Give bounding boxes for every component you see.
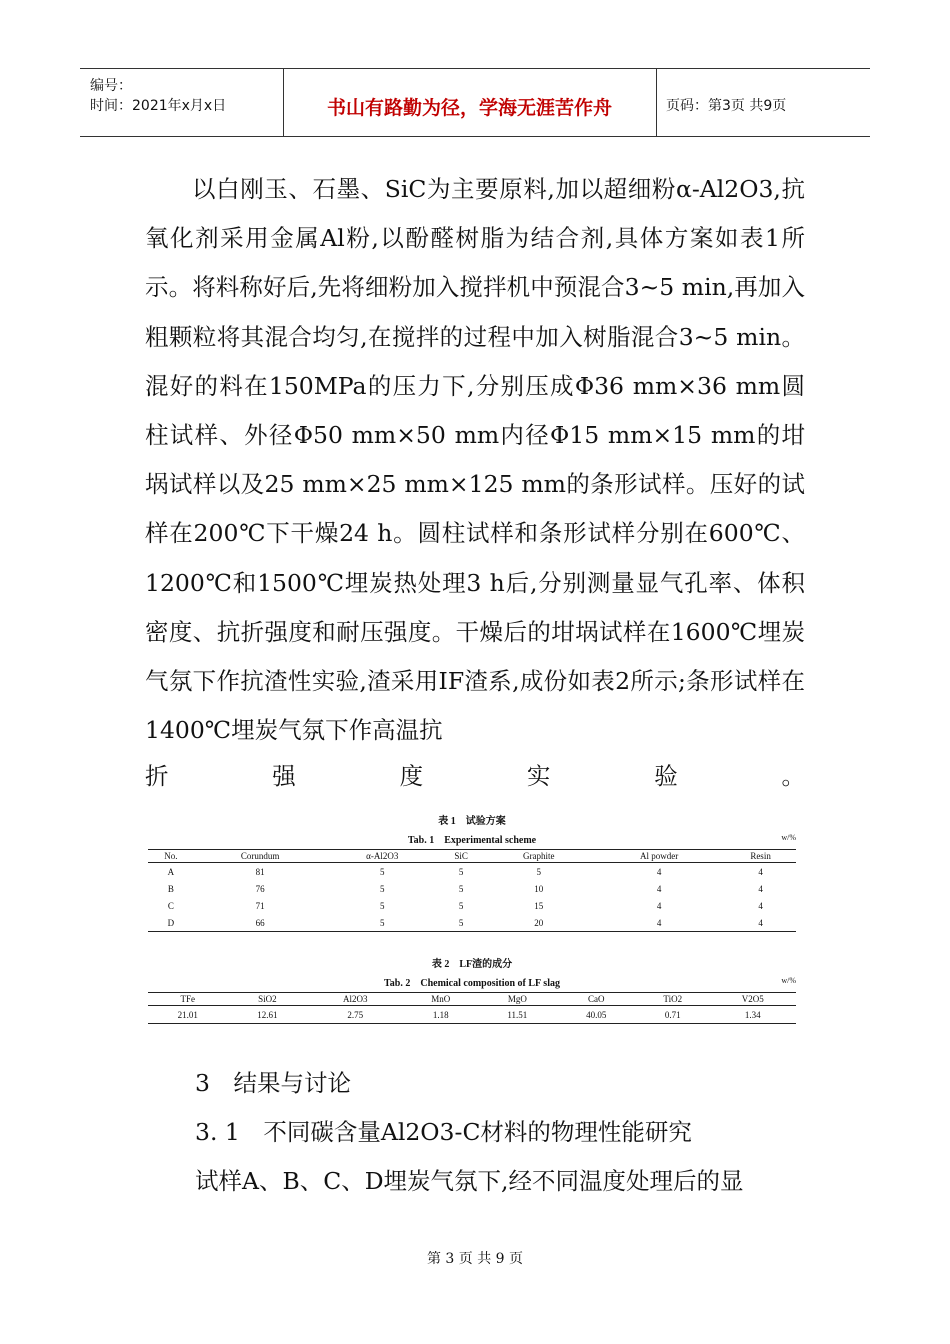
spaced-char: 折: [145, 762, 169, 790]
table-row: [148, 880, 796, 897]
body-paragraph: [145, 165, 805, 755]
table-cell: 40.05: [556, 1006, 636, 1024]
table-cell: 4: [656, 866, 662, 877]
table-2-caption-en: [148, 974, 796, 989]
spaced-char: 实: [526, 762, 551, 790]
table-cell: 5: [458, 900, 464, 911]
table-row: [148, 897, 796, 914]
table-cell: 76: [255, 883, 265, 894]
col-header: No.: [148, 850, 194, 863]
table-cell: 4: [656, 883, 662, 894]
table-cell: 81: [255, 866, 265, 877]
table-row: [148, 863, 796, 881]
table-cell: D: [148, 914, 194, 932]
table-cell: 4: [758, 866, 763, 877]
table-2-unit: w/%: [781, 976, 796, 985]
table-cell: 4: [758, 900, 763, 911]
table-cell: 15: [534, 900, 544, 911]
table-row: [148, 914, 796, 932]
col-header: TiO2: [636, 993, 709, 1006]
table-cell: 71: [255, 900, 265, 911]
table-1-caption-en-text: Tab. 1 Experimental scheme: [407, 835, 537, 846]
header-page-cell: [656, 69, 870, 136]
header-motto-cell: [283, 69, 657, 136]
table-cell: 2.75: [307, 1006, 403, 1024]
paragraph-text: 以白刚玉、石墨、SiC为主要原料,加以超细粉α-Al2O3,抗氧化剂采用金属Al粉,以酚醛树脂为结合剂,具体方案如表1所示。将料称好后,先将细粉加入搅拌机中预混合3~5 min,再加入粗颗粒将其混合均匀,在搅拌的过程中加入树脂混合3~5 min。混好的料在150MPa的压力下,分别压成Φ36 mm×36 mm圆柱试样、外径Φ50 mm×50 mm内径Φ15 mm×15 mm的坩埚试样以及25 mm×25 mm×125 mm的条形试样。压好的试样在200℃下干燥24 h。圆柱试样和条形试样分别在600℃、1200℃和1500℃埋炭热处理3 h后,分别测量显气孔率、体积密度、抗折强度和耐压强度。干燥后的坩埚试样在1600℃埋炭气氛下作抗渣性实验,渣采用IF渣系,成份如表2所示;条形试样在1400℃埋炭气氛下作高温抗: [145, 175, 805, 745]
spaced-char: 验: [654, 762, 678, 790]
col-header: Al2O3: [307, 993, 403, 1006]
table-cell: 4: [725, 914, 796, 932]
table-cell: B: [167, 883, 174, 894]
spaced-char: 。: [781, 762, 805, 790]
col-header: Resin: [725, 850, 796, 863]
section-3-heading: 3 结果与讨论: [195, 1069, 351, 1097]
table-cell: 5: [379, 900, 385, 911]
col-header: Corundum: [194, 850, 327, 863]
serial-label: 编号：: [90, 78, 132, 94]
table-header-row: [148, 850, 796, 863]
header-info-cell: [80, 69, 284, 136]
table-2-caption-cn: 表 2 LF渣的成分: [431, 959, 513, 970]
table-cell: 5: [438, 914, 485, 932]
col-header: TFe: [148, 993, 228, 1006]
table-cell: 5: [458, 883, 464, 894]
col-header: SiC: [438, 850, 485, 863]
table-cell: 10: [534, 883, 544, 894]
col-header: MgO: [478, 993, 556, 1006]
page-footer: 第 3 页 共 9 页: [426, 1251, 524, 1267]
table-2: [148, 955, 796, 1024]
col-header: MnO: [403, 993, 478, 1006]
table-cell: 5: [536, 866, 542, 877]
table-1-caption-en: [148, 831, 796, 846]
header-page-number: 页码：第3页 共9页: [666, 98, 787, 114]
table-cell: 11.51: [478, 1006, 556, 1024]
table-cell: 4: [593, 914, 725, 932]
table-1-grid: [148, 849, 796, 932]
table-header-row: [148, 993, 796, 1006]
spaced-char: 度: [399, 762, 424, 790]
table-cell: A: [167, 866, 175, 877]
table-cell: 4: [656, 900, 662, 911]
col-header: Al powder: [593, 850, 725, 863]
table-cell: C: [167, 900, 174, 911]
col-header: V2O5: [709, 993, 796, 1006]
table-2-caption-en-text: Tab. 2 Chemical composition of LF slag: [384, 978, 560, 989]
table-cell: 5: [379, 866, 385, 877]
table-cell: 20: [484, 914, 593, 932]
section-3-1-heading: 3. 1 不同碳含量Al2O3-C材料的物理性能研究: [195, 1118, 692, 1146]
table-row: [148, 1006, 796, 1024]
table-1: [148, 812, 796, 932]
table-cell: 0.71: [636, 1006, 709, 1024]
col-header: Graphite: [484, 850, 593, 863]
table-1-unit: w/%: [781, 833, 796, 842]
col-header: α-Al2O3: [327, 850, 438, 863]
table-cell: 21.01: [148, 1006, 228, 1024]
section-3-1-text: 试样A、B、C、D埋炭气氛下,经不同温度处理后的显: [195, 1167, 744, 1195]
table-cell: 1.34: [709, 1006, 796, 1024]
col-header: SiO2: [228, 993, 308, 1006]
spaced-line: [145, 757, 805, 791]
table-cell: 1.18: [403, 1006, 478, 1024]
table-cell: 5: [327, 914, 438, 932]
table-cell: 5: [458, 866, 464, 877]
table-cell: 5: [379, 883, 385, 894]
motto: 书山有路勤为径，学海无涯苦作舟: [326, 97, 612, 119]
col-header: CaO: [556, 993, 636, 1006]
table-1-caption-cn: 表 1 试验方案: [438, 816, 506, 827]
spaced-char: 强: [272, 762, 296, 790]
time-label: 时间：2021年x月x日: [90, 98, 227, 114]
table-cell: 66: [194, 914, 327, 932]
page-header: [80, 68, 870, 137]
table-2-grid: [148, 992, 796, 1024]
table-cell: 4: [758, 883, 763, 894]
table-cell: 12.61: [228, 1006, 308, 1024]
